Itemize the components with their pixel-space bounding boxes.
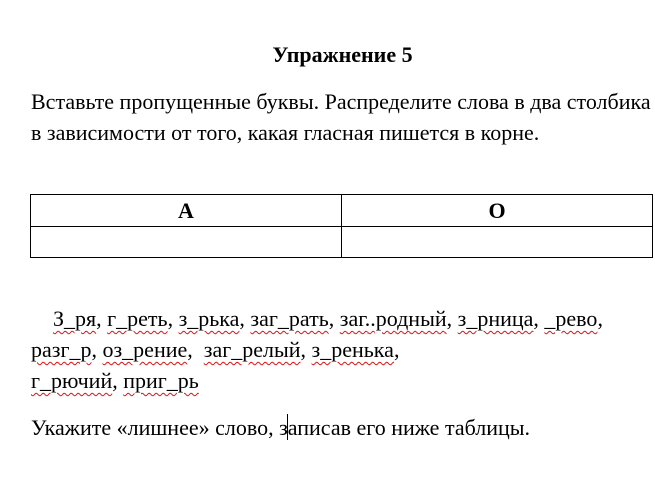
word-12: г_рючий: [31, 368, 113, 393]
column-header-a: А: [31, 195, 342, 227]
word-11: з_ренька: [311, 337, 394, 362]
separator: ,: [533, 306, 545, 331]
word-5: заг..родный: [339, 306, 447, 331]
table-header-row: [31, 195, 653, 227]
separator: ,: [112, 368, 124, 393]
separator: ,: [446, 306, 458, 331]
word-13: приг_рь: [123, 368, 199, 393]
word-8: разг_р: [31, 337, 92, 362]
separator: ,: [300, 337, 312, 362]
closing-text-end: аписав его ниже таблицы.: [287, 415, 531, 440]
exercise-title: Упражнение 5: [272, 42, 413, 67]
answer-table: [30, 194, 653, 258]
separator: ,: [96, 306, 108, 331]
word-10: заг_релый: [203, 337, 301, 362]
separator: ,: [91, 337, 103, 362]
word-list: [31, 303, 655, 396]
separator: ,: [393, 337, 400, 362]
word-3: з_рька: [178, 306, 240, 331]
word-7: _рево: [544, 306, 598, 331]
closing-text[interactable]: [31, 412, 651, 443]
paragraph-indent: [31, 306, 53, 331]
word-1: З_ря: [53, 306, 97, 331]
separator: ,: [328, 306, 340, 331]
cell-column-o[interactable]: [342, 227, 653, 258]
separator: ,: [239, 306, 251, 331]
separator: ,: [167, 306, 179, 331]
cell-column-a[interactable]: [31, 227, 342, 258]
instruction-text: Вставьте пропущенные буквы. Распределите слова в два столбика в зависимости от того, какая гласная пишется в корне.: [31, 89, 651, 145]
closing-text-start: Укажите «лишнее» слово, з: [31, 415, 288, 440]
separator: ,: [597, 306, 603, 331]
word-6: з_рница: [457, 306, 534, 331]
word-2: г_реть: [107, 306, 168, 331]
word-9: оз_рение: [102, 337, 188, 362]
table-row: [31, 227, 653, 258]
separator: ,: [187, 337, 204, 362]
column-header-o: О: [342, 195, 653, 227]
word-4: заг_рать: [250, 306, 329, 331]
